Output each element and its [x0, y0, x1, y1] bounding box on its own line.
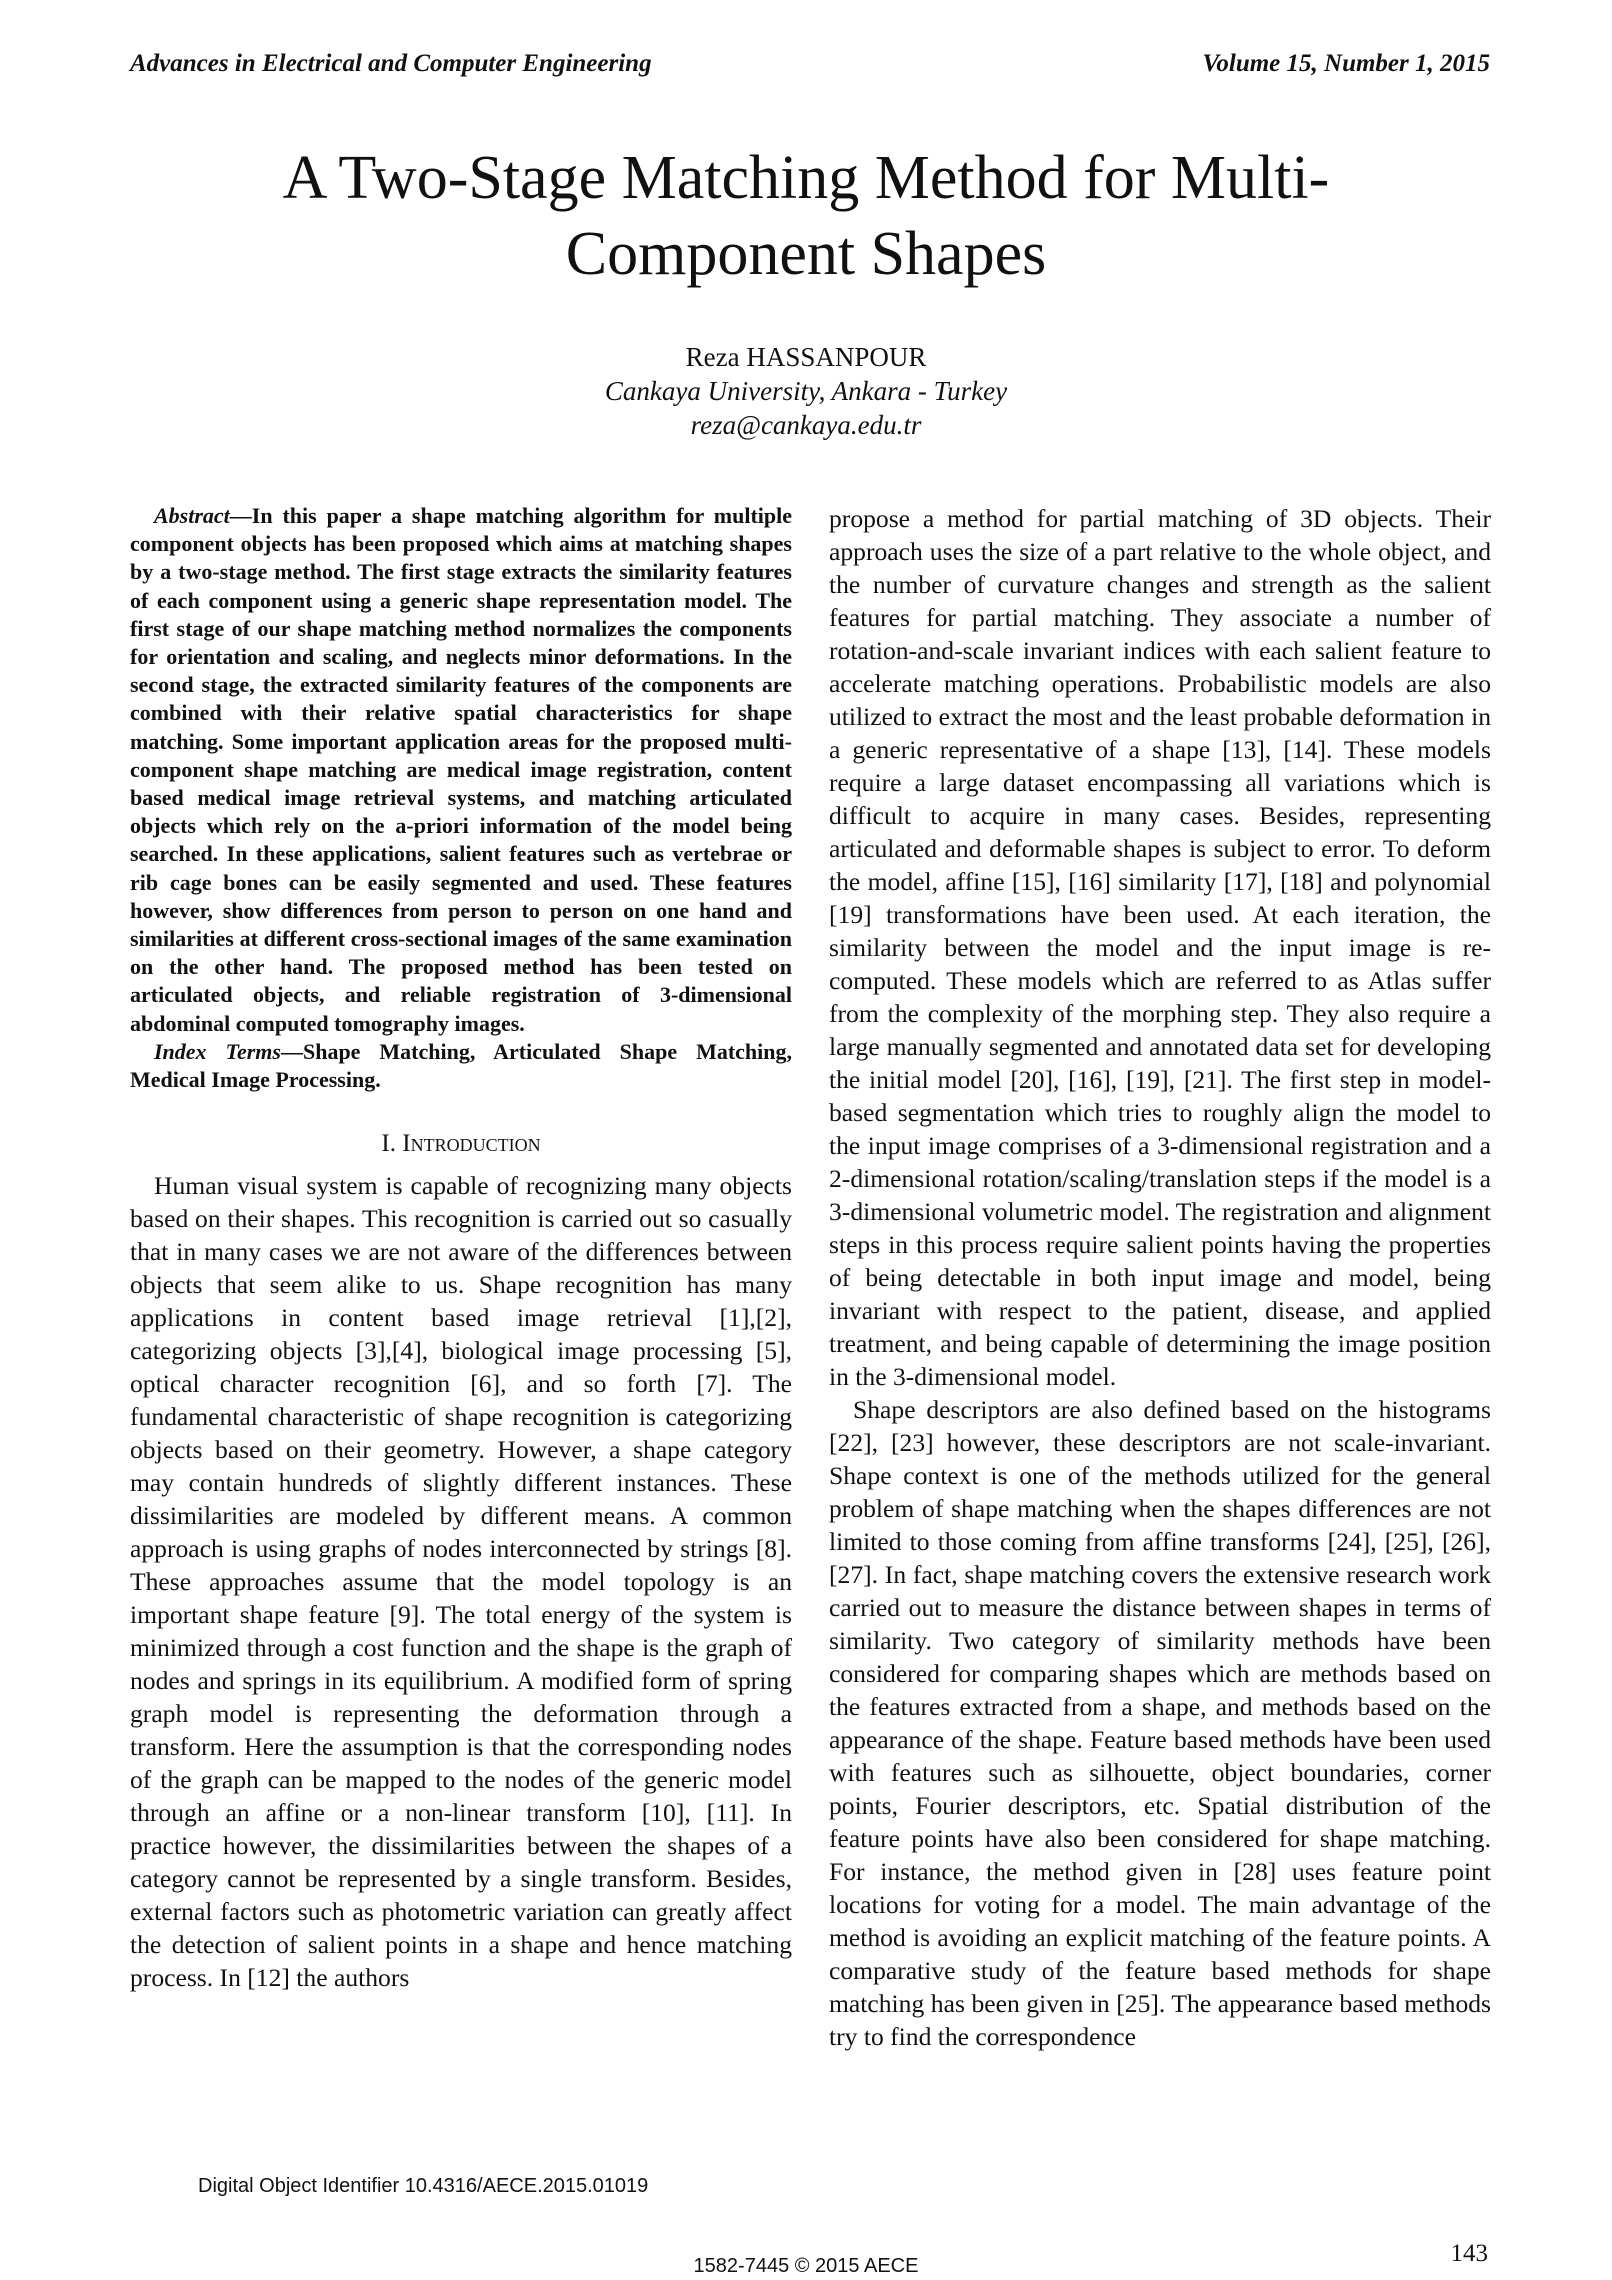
author-block — [400, 340, 1212, 442]
abstract-label: Abstract — [154, 503, 230, 528]
index-terms-label: Index Terms — [154, 1038, 281, 1064]
paper-title: A Two-Stage Matching Method for Multi-Component Shapes — [282, 144, 1330, 288]
abstract — [130, 502, 792, 1038]
author-affiliation: Cankaya University, Ankara - Turkey — [604, 376, 1008, 406]
author-email: reza@cankaya.edu.tr — [690, 410, 922, 440]
section-title: Introduction — [402, 1130, 541, 1158]
doi: Digital Object Identifier 10.4316/AECE.2015.01019 — [198, 2175, 649, 2197]
left-column — [130, 502, 792, 1994]
body-paragraph: Shape descriptors are also defined based on the histograms [22], [23] however, these descriptors are not scale-invariant. Shape context is one of the methods utilized for the general problem of shape matching when the shapes differences are not limited to those coming from affine transforms [24], [25], [26], [27]. In fact, shape matching covers the extensive research work carried out to measure the distance between shapes in terms of similarity. Two category of similarity methods have been considered for comparing shapes which are methods based on the features extracted from a shape, and methods based on the appearance of the shape. Feature based methods have been used with features such as silhouette, object boundaries, corner points, Fourier descriptors, etc. Spatial distribution of the feature points have also been considered for shape matching. For instance, the method given in [28] uses feature point locations for voting for a model. The main advantage of the method is avoiding an explicit matching of the feature points. A comparative study of the feature based methods for shape matching has been given in [25]. The appearance based methods try to find the correspondence — [829, 1395, 1491, 2051]
issn-copyright: 1582-7445 © 2015 AECE — [693, 2255, 919, 2277]
author-name: Reza HASSANPOUR — [685, 342, 927, 372]
abstract-text: —In this paper a shape matching algorithm for multiple component objects has been proposed which aims at matching shapes by a two-stage method. The first stage extracts the similarity features of each component using a generic shape representation model. The first stage of our shape matching method normalizes the components for orientation and scaling, and neglects minor deformations. In the second stage, the extracted similarity features of the components are combined with their relative spatial characteristics for shape matching. Some important application areas for the proposed multi-component shape matching are medical image registration, content based medical image retrieval systems, and matching articulated objects which rely on the a-priori information of the model being searched. In these applications, salient features such as vertebrae or rib cage bones can be easily segmented and used. These features however, show differences from person to person on one hand and similarities at different cross-sectional images of the same examination on the other hand. The proposed method has been tested on articulated objects, and reliable registration of 3-dimensional abdominal computed tomography images. — [130, 503, 792, 1036]
journal-name: Advances in Electrical and Computer Engineering — [130, 50, 652, 77]
right-column — [829, 502, 1491, 2053]
body-paragraph-continued: propose a method for partial matching of 3D objects. Their approach uses the size of a part relative to the whole object, and the number of curvature changes and strength as the salient features for partial matching. They associate a number of rotation-and-scale invariant indices with each salient feature to accelerate matching operations. Probabilistic models are also utilized to extract the most and the least probable deformation in a generic representative of a shape [13], [14]. These models require a large dataset encompassing all variations which is difficult to acquire in many cases. Besides, representing articulated and deformable shapes is subject to error. To deform the model, affine [15], [16] similarity [17], [18] and polynomial [19] transformations have been used. At each iteration, the similarity between the model and the input image is re-computed. These models which are referred to as Atlas suffer from the complexity of the morphing step. They also require a large manually segmented and annotated data set for developing the initial model [20], [16], [19], [21]. The first step in model-based segmentation which tries to roughly align the model to the input image comprises of a 3-dimensional registration and a 2-dimensional rotation/scaling/translation steps if the model is a 3-dimensional volumetric model. The registration and alignment steps in this process require salient points having the properties of being detectable in both input image and model, being invariant with respect to the patient, disease, and applied treatment, and being capable of determining the image position in the 3-dimensional model. — [829, 504, 1491, 1391]
section-heading — [130, 1129, 792, 1159]
index-terms-text: —Shape Matching, Articulated Shape Matching, Medical Image Processing. — [130, 1038, 793, 1093]
page-number: 143 — [1450, 2240, 1488, 2267]
index-terms — [130, 1038, 792, 1094]
volume-info: Volume 15, Number 1, 2015 — [1202, 50, 1490, 77]
intro-paragraph: Human visual system is capable of recognizing many objects based on their shapes. This recognition is carried out so casually that in many cases we are not aware of the differences between objects that seem alike to us. Shape recognition has many applications in content based image retrieval [1],[2], categorizing objects [3],[4], biological image processing [5], optical character recognition [6], and so forth [7]. The fundamental characteristic of shape recognition is categorizing objects based on their geometry. However, a shape category may contain hundreds of slightly different instances. These dissimilarities are modeled by different means. A common approach is using graphs of nodes interconnected by strings [8]. These approaches assume that the model topology is an important shape feature [9]. The total energy of the system is minimized through a cost function and the shape is the graph of nodes and springs in its equilibrium. A modified form of spring graph model is representing the deformation through a transform. Here the assumption is that the corresponding nodes of the graph can be mapped to the nodes of the generic model through an affine or a non-linear transform [10], [11]. In practice however, the dissimilarities between the shapes of a category cannot be represented by a single transform. Besides, external factors such as photometric variation can greatly affect the detection of salient points in a shape and hence matching process. In [12] the authors — [130, 1171, 792, 1993]
section-number: I. — [381, 1130, 396, 1158]
